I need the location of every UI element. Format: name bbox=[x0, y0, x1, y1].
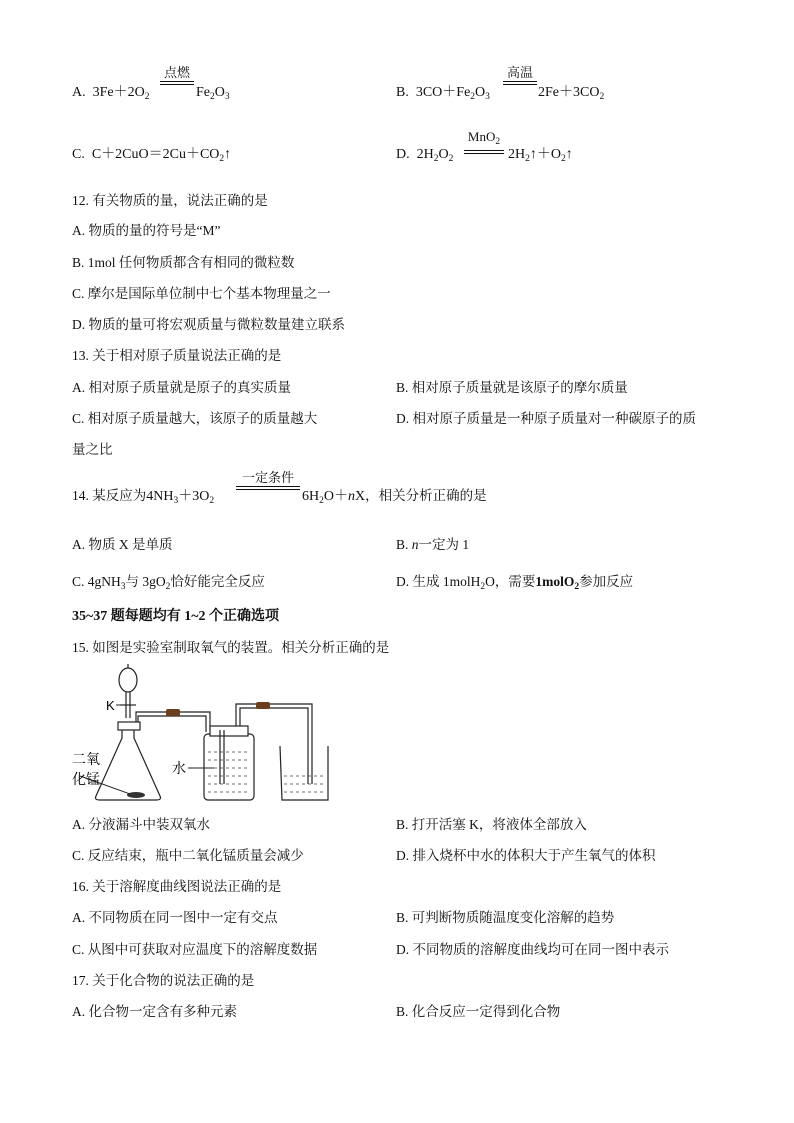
eq-text: 2H bbox=[416, 147, 434, 162]
q14-option-c bbox=[72, 573, 265, 596]
gas-arrow: ↑ bbox=[224, 147, 232, 162]
option-label: D. bbox=[396, 147, 410, 162]
q11-d-condition bbox=[464, 130, 504, 154]
q14-stem bbox=[72, 487, 214, 510]
q17-option-b: B. 化合反应一定得到化合物 bbox=[396, 1004, 561, 1019]
eq-text: C＋2CuO＝2Cu＋CO bbox=[91, 147, 220, 162]
q17-option-a: A. 化合物一定含有多种元素 bbox=[72, 1004, 237, 1019]
q15-option-d: D. 排入烧杯中水的体积大于产生氧气的体积 bbox=[396, 848, 656, 863]
q16-option-c: C. 从图中可获取对应温度下的溶解度数据 bbox=[72, 942, 318, 957]
q13-stem: 13. 关于相对原子质量说法正确的是 bbox=[72, 348, 282, 363]
eq-variable: n bbox=[348, 489, 355, 504]
q14-stem-rhs bbox=[302, 487, 487, 510]
equals-bar bbox=[236, 486, 300, 490]
q13-option-c: C. 相对原子质量越大，该原子的质量越大 bbox=[72, 411, 318, 426]
q13-option-d-continued: 量之比 bbox=[72, 442, 113, 457]
q11-option-b bbox=[396, 84, 490, 106]
subscript: 2 bbox=[495, 137, 501, 147]
flask-stopper bbox=[118, 722, 140, 730]
option-label: A. bbox=[72, 85, 86, 100]
eq-text: 2Fe＋3CO bbox=[538, 85, 600, 100]
subscript: 2 bbox=[448, 154, 454, 164]
conical-flask bbox=[96, 728, 161, 800]
q15-stem: 15. 如图是实验室制取氧气的装置。相关分析正确的是 bbox=[72, 640, 390, 655]
water-label: 水 bbox=[172, 760, 186, 776]
rubber-connector bbox=[166, 709, 180, 716]
equals-bar bbox=[160, 81, 194, 85]
equation-lhs bbox=[146, 489, 214, 504]
condition-text bbox=[464, 130, 504, 149]
catalyst-label-2: 化锰 bbox=[72, 771, 100, 787]
water-bottle bbox=[204, 734, 254, 800]
eq-text: X bbox=[355, 489, 366, 504]
eq-text: O bbox=[475, 85, 486, 100]
eq-text: 3CO＋Fe bbox=[415, 85, 471, 100]
eq-text: ＋3O bbox=[178, 489, 210, 504]
q16-option-d: D. 不同物质的溶解度曲线均可在同一图中表示 bbox=[396, 942, 669, 957]
q12-option-a: A. 物质的量的符号是“M” bbox=[72, 223, 221, 238]
subscript: 2 bbox=[209, 496, 215, 506]
subscript: 2 bbox=[525, 154, 530, 164]
subscript: 2 bbox=[433, 154, 439, 164]
subscript: 3 bbox=[173, 496, 179, 506]
water-in-bottle bbox=[208, 752, 250, 792]
q11-option-a bbox=[72, 84, 150, 106]
q11-option-d bbox=[396, 146, 453, 168]
q16-option-b: B. 可判断物质随温度变化溶解的趋势 bbox=[396, 910, 615, 925]
option-text: 恰好能完全反应 bbox=[170, 574, 265, 589]
q17-stem: 17. 关于化合物的说法正确的是 bbox=[72, 973, 255, 988]
subscript: 2 bbox=[470, 92, 476, 102]
option-label: B. bbox=[396, 85, 409, 100]
eq-text: O bbox=[438, 147, 449, 162]
option-label: B. bbox=[396, 537, 409, 552]
equation-rhs bbox=[302, 489, 365, 504]
eq-text: 3Fe＋2O bbox=[92, 85, 145, 100]
q15-option-a: A. 分液漏斗中装双氧水 bbox=[72, 817, 210, 832]
q11-a-rhs bbox=[196, 84, 230, 106]
q11-b-rhs bbox=[538, 84, 604, 106]
q14-option-d bbox=[396, 573, 633, 596]
q16-option-a: A. 不同物质在同一图中一定有交点 bbox=[72, 910, 278, 925]
option-text: 一定为 1 bbox=[418, 537, 470, 552]
condition-text: 点燃 bbox=[163, 65, 190, 80]
subscript: 2 bbox=[210, 92, 215, 102]
subscript: 2 bbox=[480, 582, 486, 592]
oxygen-apparatus-figure bbox=[70, 664, 330, 808]
q16-stem: 16. 关于溶解度曲线图说法正确的是 bbox=[72, 879, 282, 894]
q11-d-rhs bbox=[508, 146, 573, 168]
eq-text: O bbox=[214, 85, 225, 100]
q11-option-c bbox=[72, 146, 231, 168]
q15-option-b: B. 打开活塞 K，将液体全部放入 bbox=[396, 817, 587, 832]
eq-text: 4NH bbox=[146, 489, 174, 504]
subscript: 2 bbox=[561, 154, 566, 164]
eq-text: 6H bbox=[302, 489, 320, 504]
bottle-stopper bbox=[210, 726, 248, 736]
option-text-bold: 1molO bbox=[535, 574, 575, 589]
stem-text: ，相关分析正确的是 bbox=[365, 488, 487, 503]
q12-option-c: C. 摩尔是国际单位制中七个基本物理量之一 bbox=[72, 286, 331, 301]
gas-arrow: ↑ bbox=[565, 147, 573, 162]
subscript: 2 bbox=[599, 92, 605, 102]
subscript: 2 bbox=[165, 582, 171, 592]
condition-text: 一定条件 bbox=[241, 470, 294, 485]
water-in-beaker bbox=[284, 776, 326, 792]
stem-text: 14. 某反应为 bbox=[72, 488, 147, 503]
q15-option-c: C. 反应结束，瓶中二氧化锰质量会减少 bbox=[72, 848, 304, 863]
q13-option-d: D. 相对原子质量是一种原子质量对一种碳原子的质 bbox=[396, 411, 696, 426]
q12-option-b: B. 1mol 任何物质都含有相同的微粒数 bbox=[72, 255, 295, 270]
q12-option-d: D. 物质的量可将宏观质量与微粒数量建立联系 bbox=[72, 317, 345, 332]
q14-option-b bbox=[396, 536, 469, 554]
condition-formula: MnO bbox=[467, 129, 496, 144]
option-label: C. bbox=[72, 147, 85, 162]
q13-option-b: B. 相对原子质量就是该原子的摩尔质量 bbox=[396, 380, 628, 395]
subscript: 3 bbox=[485, 92, 490, 102]
subscript: 3 bbox=[120, 582, 126, 592]
eq-text: O＋ bbox=[323, 489, 348, 504]
section-heading: 35~37 题每题均有 1~2 个正确选项 bbox=[72, 609, 280, 624]
eq-text: ↑＋O bbox=[529, 147, 561, 162]
eq-text: Fe bbox=[196, 85, 210, 100]
option-text: C. 4gNH bbox=[72, 574, 121, 589]
subscript: 2 bbox=[319, 496, 324, 506]
option-text: D. 生成 1molH bbox=[396, 574, 481, 589]
option-text: 与 3gO bbox=[125, 574, 166, 589]
q11-b-condition bbox=[503, 66, 537, 85]
catalyst-label-1: 二氧 bbox=[72, 751, 100, 767]
equals-bar bbox=[503, 81, 537, 85]
subscript: 2 bbox=[219, 154, 225, 164]
option-text: O，需要 bbox=[485, 574, 536, 589]
subscript: 2 bbox=[144, 92, 150, 102]
q14-condition bbox=[236, 471, 300, 490]
eq-text: 2H bbox=[508, 147, 526, 162]
q13-option-a: A. 相对原子质量就是原子的真实质量 bbox=[72, 380, 291, 395]
catalyst-powder bbox=[127, 792, 145, 798]
condition-text: 高温 bbox=[506, 65, 533, 80]
subscript: 3 bbox=[224, 92, 230, 102]
delivery-tube-2 bbox=[236, 704, 312, 784]
equals-bar bbox=[464, 150, 504, 154]
eq-variable: n bbox=[411, 537, 419, 552]
option-text: 参加反应 bbox=[579, 574, 634, 589]
rubber-connector bbox=[256, 702, 270, 709]
subscript: 2 bbox=[574, 582, 580, 592]
q12-stem: 12. 有关物质的量，说法正确的是 bbox=[72, 193, 268, 208]
q14-option-a: A. 物质 X 是单质 bbox=[72, 537, 173, 552]
valve-label: K bbox=[106, 698, 115, 713]
funnel-bulb bbox=[119, 668, 137, 692]
q11-a-condition bbox=[160, 66, 194, 85]
